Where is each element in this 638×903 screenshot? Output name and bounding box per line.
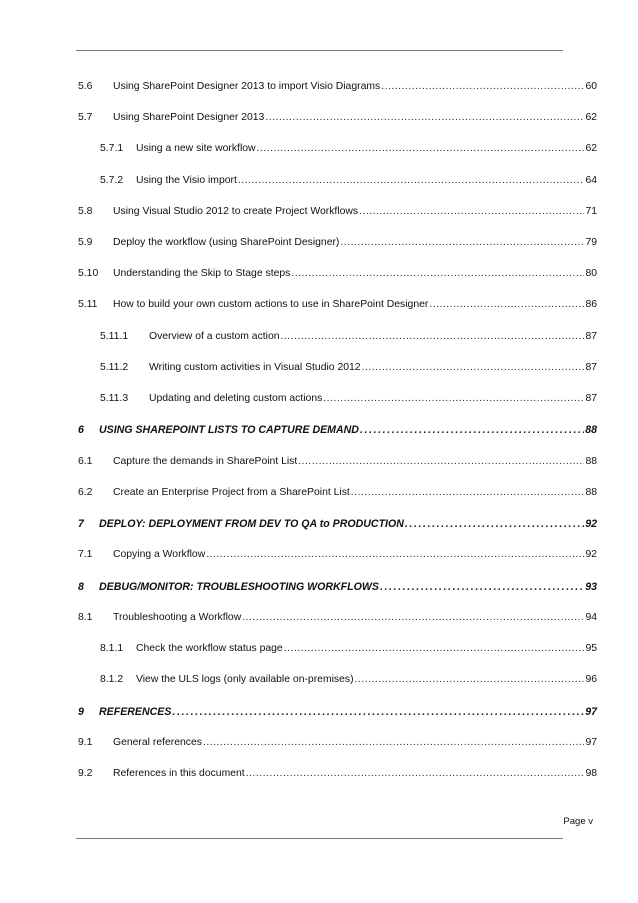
toc-dot-leader bbox=[206, 544, 584, 566]
toc-dot-leader bbox=[238, 170, 585, 192]
toc-entry-number: 5.11.2 bbox=[100, 362, 129, 373]
toc-entry-title: Using SharePoint Designer 2013 bbox=[113, 112, 265, 123]
toc-entry-title: General references bbox=[113, 737, 202, 748]
toc-entry-title: Using SharePoint Designer 2013 to import Visio Diagrams bbox=[113, 81, 381, 92]
toc-entry-number: 5.11 bbox=[78, 299, 98, 310]
toc-entry-number: 9.2 bbox=[78, 768, 93, 779]
toc-entry[interactable] bbox=[78, 701, 597, 723]
toc-entry[interactable] bbox=[78, 232, 597, 254]
toc-entry-number: 7.1 bbox=[78, 549, 93, 560]
toc-entry-title: Overview of a custom action bbox=[149, 331, 280, 342]
toc-entry-page: 92 bbox=[585, 518, 597, 530]
toc-entry-title: Using the Visio import bbox=[136, 175, 237, 186]
toc-entry-number: 8.1.1 bbox=[100, 643, 124, 654]
toc-entry[interactable] bbox=[78, 263, 597, 285]
toc-entry-number: 5.7.2 bbox=[100, 175, 124, 186]
toc-entry-page: 60 bbox=[585, 81, 597, 92]
toc-entry-page: 79 bbox=[585, 237, 597, 248]
toc-entry[interactable] bbox=[78, 107, 597, 129]
toc-entry[interactable] bbox=[78, 451, 597, 473]
toc-entry-page: 62 bbox=[585, 112, 597, 123]
toc-dot-leader bbox=[351, 482, 585, 504]
toc-entry-title: Create an Enterprise Project from a SharePoint List bbox=[113, 487, 350, 498]
toc-entry-number: 8 bbox=[78, 581, 84, 593]
toc-dot-leader bbox=[355, 669, 585, 691]
toc-entry-page: 97 bbox=[585, 706, 597, 718]
toc-entry-page: 96 bbox=[585, 674, 597, 685]
toc-entry-title: Updating and deleting custom actions bbox=[149, 393, 323, 404]
toc-entry-page: 87 bbox=[585, 362, 597, 373]
toc-entry-number: 7 bbox=[78, 518, 84, 530]
header-rule bbox=[76, 50, 563, 51]
toc-entry-title: Check the workflow status page bbox=[136, 643, 283, 654]
toc-entry-title: Copying a Workflow bbox=[113, 549, 206, 560]
toc-entry-title: How to build your own custom actions to use in SharePoint Designer bbox=[113, 299, 429, 310]
toc-entry-title: Deploy the workflow (using SharePoint Designer) bbox=[113, 237, 340, 248]
toc-entry-page: 88 bbox=[585, 487, 597, 498]
toc-dot-leader bbox=[429, 294, 584, 316]
toc-dot-leader bbox=[242, 607, 584, 629]
toc-entry-number: 5.10 bbox=[78, 268, 99, 279]
toc-entry-page: 87 bbox=[585, 393, 597, 404]
toc-dot-leader bbox=[381, 76, 584, 98]
toc-entry[interactable] bbox=[78, 607, 597, 629]
toc-entry[interactable] bbox=[78, 419, 597, 441]
toc-entry[interactable] bbox=[78, 638, 597, 660]
toc-dot-leader bbox=[291, 263, 584, 285]
toc-entry-page: 64 bbox=[585, 175, 597, 186]
toc-entry-title: Understanding the Skip to Stage steps bbox=[113, 268, 291, 279]
toc-dot-leader bbox=[360, 419, 584, 441]
toc-entry-page: 93 bbox=[585, 581, 597, 593]
toc-entry-number: 6.2 bbox=[78, 487, 93, 498]
toc-dot-leader bbox=[265, 107, 584, 129]
toc-entry[interactable] bbox=[78, 326, 597, 348]
page-number: Page v bbox=[563, 816, 593, 827]
toc-entry-number: 5.6 bbox=[78, 81, 93, 92]
toc-entry-page: 80 bbox=[585, 268, 597, 279]
toc-dot-leader bbox=[362, 357, 585, 379]
toc-entry-number: 9.1 bbox=[78, 737, 93, 748]
toc-entry-number: 6 bbox=[78, 424, 84, 436]
toc-entry-title: DEBUG/MONITOR: TROUBLESHOOTING WORKFLOWS bbox=[99, 581, 379, 593]
toc-dot-leader bbox=[298, 451, 584, 473]
toc-entry[interactable] bbox=[78, 763, 597, 785]
toc-entry-page: 88 bbox=[585, 424, 597, 436]
toc-dot-leader bbox=[203, 732, 584, 754]
toc-entry-page: 86 bbox=[585, 299, 597, 310]
toc-entry[interactable] bbox=[78, 669, 597, 691]
toc-entry-page: 98 bbox=[585, 768, 597, 779]
toc-entry-title: Troubleshooting a Workflow bbox=[113, 612, 242, 623]
toc-dot-leader bbox=[284, 638, 585, 660]
toc-entry-page: 92 bbox=[585, 549, 597, 560]
toc-dot-leader bbox=[405, 513, 584, 535]
toc-entry[interactable] bbox=[78, 138, 597, 160]
toc-entry[interactable] bbox=[78, 576, 597, 598]
toc-entry-title: View the ULS logs (only available on-premises) bbox=[136, 674, 354, 685]
toc-dot-leader bbox=[340, 232, 584, 254]
toc-entry[interactable] bbox=[78, 294, 597, 316]
toc-entry[interactable] bbox=[78, 544, 597, 566]
toc-dot-leader bbox=[323, 388, 584, 410]
toc-entry[interactable] bbox=[78, 482, 597, 504]
toc-dot-leader bbox=[257, 138, 585, 160]
toc-entry-page: 87 bbox=[585, 331, 597, 342]
toc-entry-page: 94 bbox=[585, 612, 597, 623]
toc-entry-number: 5.8 bbox=[78, 206, 93, 217]
toc-entry-page: 97 bbox=[585, 737, 597, 748]
toc-dot-leader bbox=[281, 326, 585, 348]
toc-entry-number: 8.1 bbox=[78, 612, 93, 623]
toc-entry-number: 9 bbox=[78, 706, 84, 718]
toc-entry-title: REFERENCES bbox=[99, 706, 172, 718]
toc-entry-number: 5.11.3 bbox=[100, 393, 129, 404]
toc-entry-title: Using a new site workflow bbox=[136, 143, 256, 154]
toc-entry-title: DEPLOY: DEPLOYMENT FROM DEV TO QA to PRODUCTION bbox=[99, 518, 404, 530]
toc-dot-leader bbox=[172, 701, 584, 723]
toc-entry[interactable] bbox=[78, 357, 597, 379]
footer-rule bbox=[76, 838, 563, 839]
toc-dot-leader bbox=[359, 201, 584, 223]
toc-entry-number: 5.9 bbox=[78, 237, 93, 248]
toc-entry-number: 8.1.2 bbox=[100, 674, 124, 685]
toc-dot-leader bbox=[246, 763, 585, 785]
toc-entry-page: 62 bbox=[585, 143, 597, 154]
toc-entry-title: Writing custom activities in Visual Studio 2012 bbox=[149, 362, 361, 373]
toc-entry[interactable] bbox=[78, 170, 597, 192]
toc-entry-title: Using Visual Studio 2012 to create Project Workflows bbox=[113, 206, 359, 217]
toc-entry-page: 71 bbox=[585, 206, 597, 217]
toc-entry-page: 95 bbox=[585, 643, 597, 654]
toc-entry-number: 5.7.1 bbox=[100, 143, 124, 154]
toc-entry[interactable] bbox=[78, 732, 597, 754]
toc-entry-title: Capture the demands in SharePoint List bbox=[113, 456, 298, 467]
toc-entry-page: 88 bbox=[585, 456, 597, 467]
toc-entry[interactable] bbox=[78, 201, 597, 223]
toc-entry[interactable] bbox=[78, 76, 597, 98]
toc-entry-title: USING SHAREPOINT LISTS TO CAPTURE DEMAND bbox=[99, 424, 359, 436]
toc-entry-number: 5.7 bbox=[78, 112, 93, 123]
toc-entry[interactable] bbox=[78, 388, 597, 410]
toc-entry-number: 6.1 bbox=[78, 456, 93, 467]
toc-dot-leader bbox=[380, 576, 584, 598]
toc-entry-title: References in this document bbox=[113, 768, 245, 779]
toc-entry-number: 5.11.1 bbox=[100, 331, 129, 342]
toc-entry[interactable] bbox=[78, 513, 597, 535]
